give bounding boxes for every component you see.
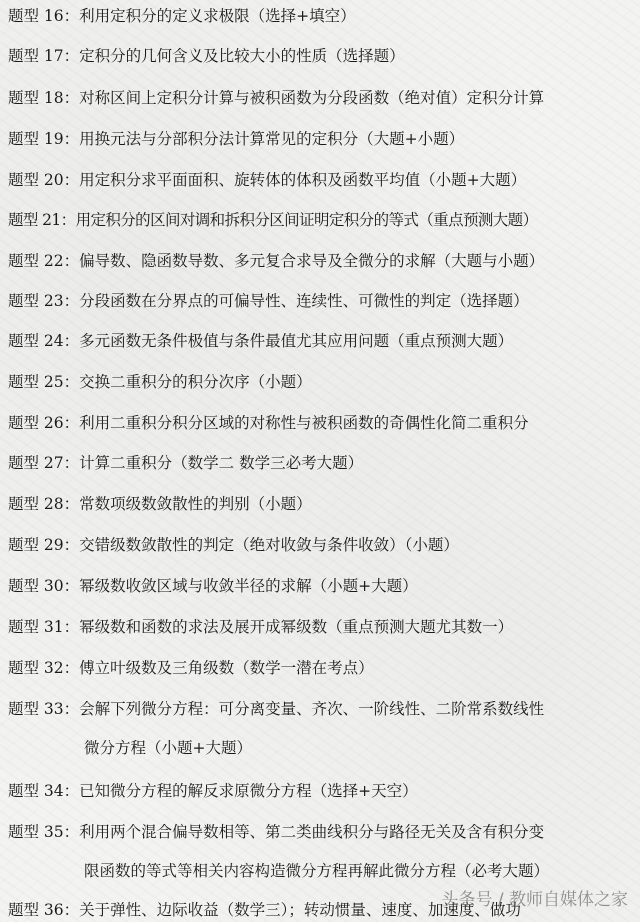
item-text: 对称区间上定积分计算与被积函数为分段函数（绝对值）定积分计算 (79, 89, 545, 107)
item-label: 题型 24： (8, 332, 80, 350)
item-text: 利用二重积分积分区域的对称性与被积函数的奇偶性化简二重积分 (79, 414, 529, 432)
item-27 (8, 453, 636, 473)
item-text: 多元函数无条件极值与条件最值尤其应用问题（重点预测大题） (79, 332, 514, 350)
watermark: 头条号 / 教师自媒体之家 (441, 890, 628, 910)
item-label: 题型 20： (8, 171, 80, 189)
item-text: 用定积分的区间对调和拆积分区间证明定积分的等式（重点预测大题） (75, 211, 538, 229)
item-label: 题型 18： (8, 89, 80, 107)
item-label: 题型 22： (8, 252, 80, 270)
item-17 (8, 46, 636, 66)
item-label: 题型 31： (8, 618, 80, 636)
item-text: 幂级数和函数的求法及展开成幂级数（重点预测大题尤其数一） (79, 618, 514, 636)
item-text: 常数项级数敛散性的判别（小题） (79, 495, 312, 513)
item-text: 计算二重积分（数学二 数学三必考大题） (79, 454, 364, 472)
item-18 (8, 88, 636, 108)
item-label: 题型 26： (8, 414, 80, 432)
item-24 (8, 331, 636, 351)
item-text: 傅立叶级数及三角级数（数学一潜在考点） (79, 659, 374, 677)
item-text: 会解下列微分方程：可分离变量、齐次、一阶线性、二阶常系数线性 (79, 700, 545, 718)
item-label: 题型 21： (8, 211, 76, 229)
item-label: 题型 28： (8, 495, 80, 513)
item-21 (8, 210, 636, 230)
item-33-continuation: 微分方程（小题+大题） (84, 739, 252, 757)
item-35-continuation: 限函数的等式等相关内容构造微分方程再解此微分方程（必考大题） (84, 862, 550, 880)
item-30 (8, 576, 636, 596)
item-23 (8, 291, 636, 311)
item-label: 题型 17： (8, 47, 80, 65)
item-text: 利用两个混合偏导数相等、第二类曲线积分与路径无关及含有积分变 (79, 823, 545, 841)
item-label: 题型 19： (8, 130, 80, 148)
item-label: 题型 23： (8, 292, 80, 310)
item-29 (8, 535, 636, 555)
item-16 (8, 6, 636, 26)
item-text: 利用定积分的定义求极限（选择+填空） (79, 7, 356, 25)
item-text: 分段函数在分界点的可偏导性、连续性、可微性的判定（选择题） (79, 292, 529, 310)
item-text: 用换元法与分部积分法计算常见的定积分（大题+小题） (79, 130, 465, 148)
item-text: 偏导数、隐函数导数、多元复合求导及全微分的求解（大题与小题） (79, 252, 545, 270)
item-label: 题型 32： (8, 659, 80, 677)
item-text: 关于弹性、边际收益（数学三）；转动惯量、速度、加速度、做功 (79, 901, 521, 919)
item-22 (8, 251, 636, 271)
item-label: 题型 16： (8, 7, 80, 25)
item-text: 交换二重积分的积分次序（小题） (79, 373, 312, 391)
item-label: 题型 35： (8, 823, 80, 841)
item-31 (8, 617, 636, 637)
item-text: 幂级数收敛区域与收敛半径的求解（小题+大题） (79, 577, 418, 595)
item-20 (8, 170, 636, 190)
item-text: 交错级数敛散性的判定（绝对收敛与条件收敛）（小题） (79, 536, 459, 554)
item-19 (8, 129, 636, 149)
item-text: 定积分的几何含义及比较大小的性质（选择题） (79, 47, 405, 65)
item-35 (8, 822, 636, 842)
item-text: 已知微分方程的解反求原微分方程（选择+天空） (79, 782, 418, 800)
item-label: 题型 29： (8, 536, 80, 554)
item-label: 题型 36： (8, 901, 80, 919)
item-34 (8, 781, 636, 801)
item-26 (8, 413, 636, 433)
item-text: 用定积分求平面面积、旋转体的体积及函数平均值（小题+大题） (79, 171, 527, 189)
item-28 (8, 494, 636, 514)
item-label: 题型 27： (8, 454, 80, 472)
item-33 (8, 699, 636, 719)
item-label: 题型 34： (8, 782, 80, 800)
item-label: 题型 33： (8, 700, 80, 718)
item-32 (8, 658, 636, 678)
item-25 (8, 372, 636, 392)
item-label: 题型 25： (8, 373, 80, 391)
item-label: 题型 30： (8, 577, 80, 595)
